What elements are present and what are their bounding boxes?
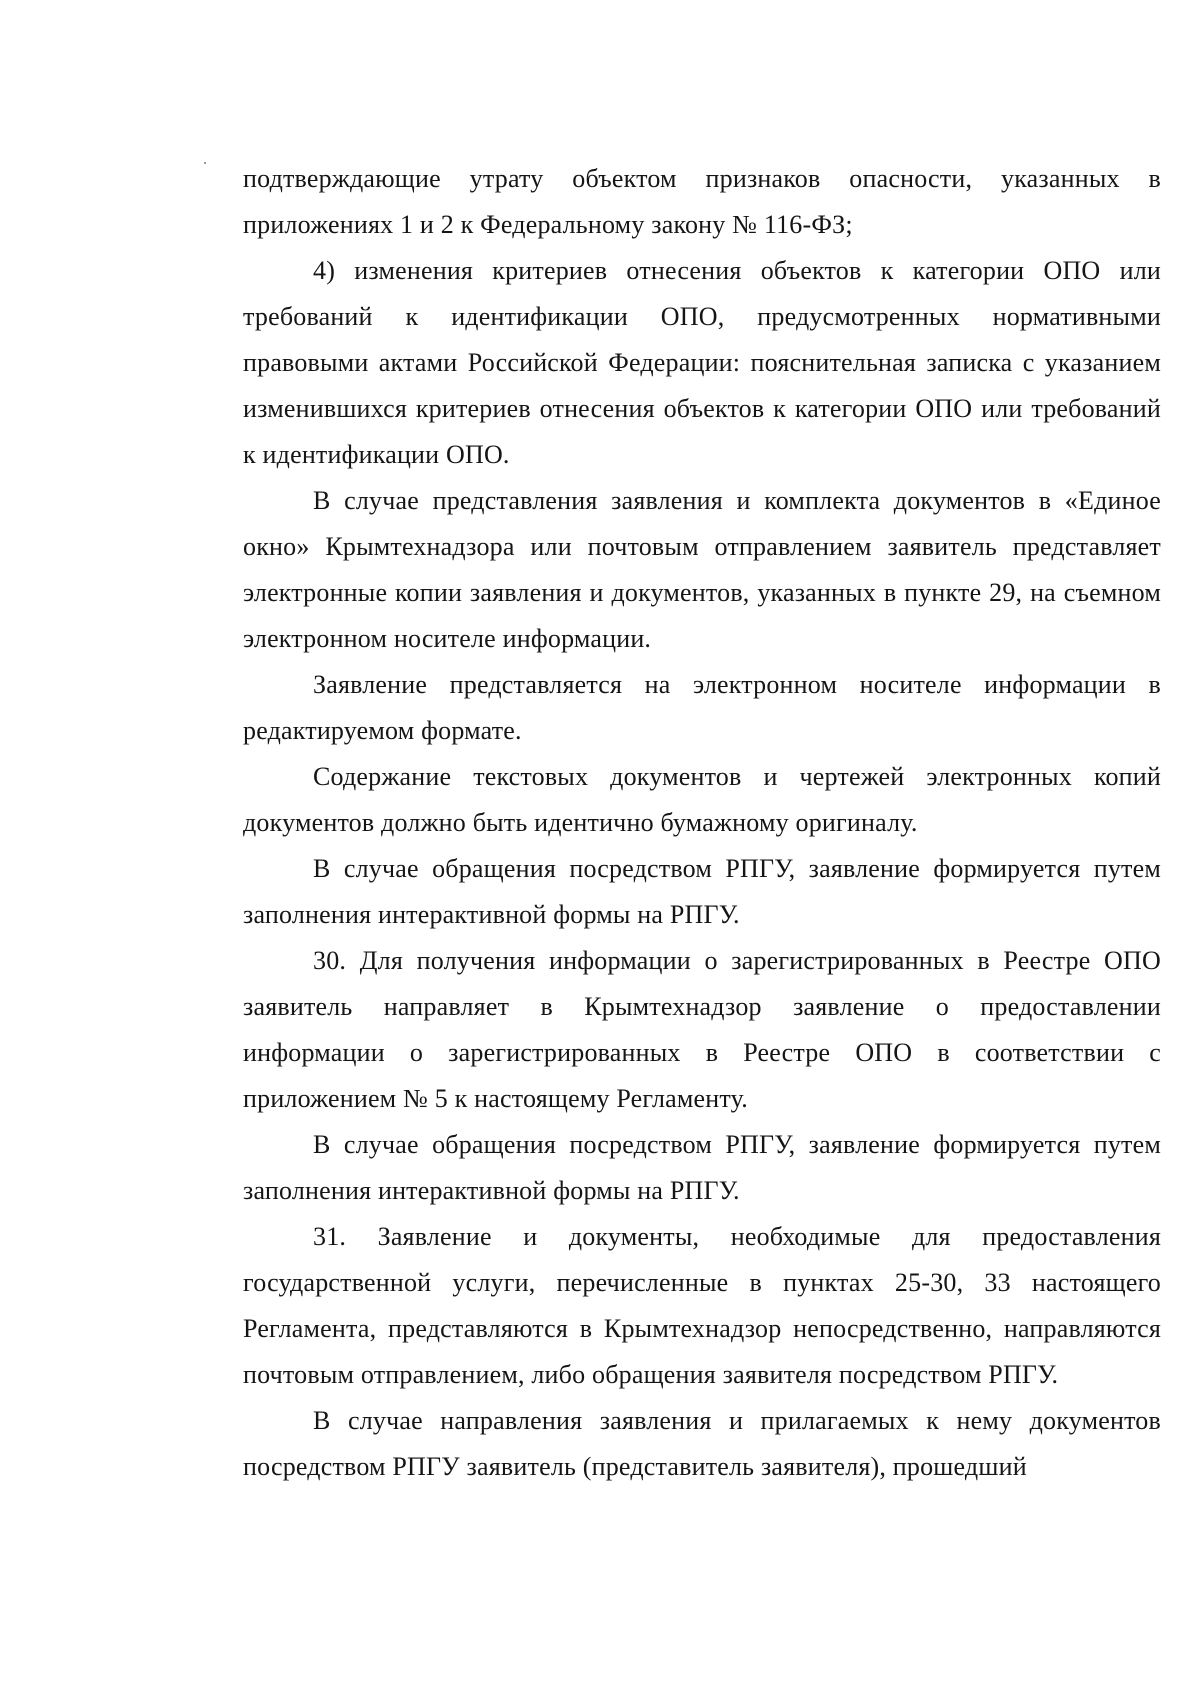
paragraph-single-window: В случае представления заявления и комплекта документов в «Единое окно» Крымтехнадзора или почтовым отправлением заявитель представляет электронные копии заявления и документов, указанных в пункте 29, на съемном электронном носителе информации.: [243, 486, 1161, 653]
paragraph-continuation: подтверждающие утрату объектом признаков опасности, указанных в приложениях 1 и 2 к Федеральному закону № 116-ФЗ;: [243, 164, 1161, 239]
paragraph-item-31: 31. Заявление и документы, необходимые для предоставления государственной услуги, перечисленные в пунктах 25-30, 33 настоящего Регламента, представляются в Крымтехнадзор непосредственно, направляются почтовым отправлением, либо обращения заявителя посредством РПГУ.: [243, 1222, 1161, 1389]
paragraph-item-4: 4) изменения критериев отнесения объектов к категории ОПО или требований к идентификации ОПО, предусмотренных нормативными правовыми актами Российской Федерации: пояснительная записка с указанием изменившихся критериев отнесения объектов к категории ОПО или требований к идентификации ОПО.: [243, 256, 1161, 469]
paragraph-rpgu-form-2: В случае обращения посредством РПГУ, заявление формируется путем заполнения интерактивной формы на РПГУ.: [243, 1130, 1161, 1205]
document-body: [243, 156, 1161, 1490]
paragraph-rpgu-form-1: В случае обращения посредством РПГУ, заявление формируется путем заполнения интерактивной формы на РПГУ.: [243, 854, 1161, 929]
paragraph-electronic-copies: Содержание текстовых документов и чертежей электронных копий документов должно быть идентично бумажному оригиналу.: [243, 762, 1161, 837]
paragraph-editable-format: Заявление представляется на электронном носителе информации в редактируемом формате.: [243, 670, 1161, 745]
scan-artifact: [204, 162, 206, 164]
paragraph-rpgu-submission: В случае направления заявления и прилагаемых к нему документов посредством РПГУ заявитель (представитель заявителя), прошедший: [243, 1406, 1161, 1481]
paragraph-item-30: 30. Для получения информации о зарегистрированных в Реестре ОПО заявитель направляет в Крымтехнадзор заявление о предоставлении информации о зарегистрированных в Реестре ОПО в соответствии с приложением № 5 к настоящему Регламенту.: [243, 946, 1161, 1113]
